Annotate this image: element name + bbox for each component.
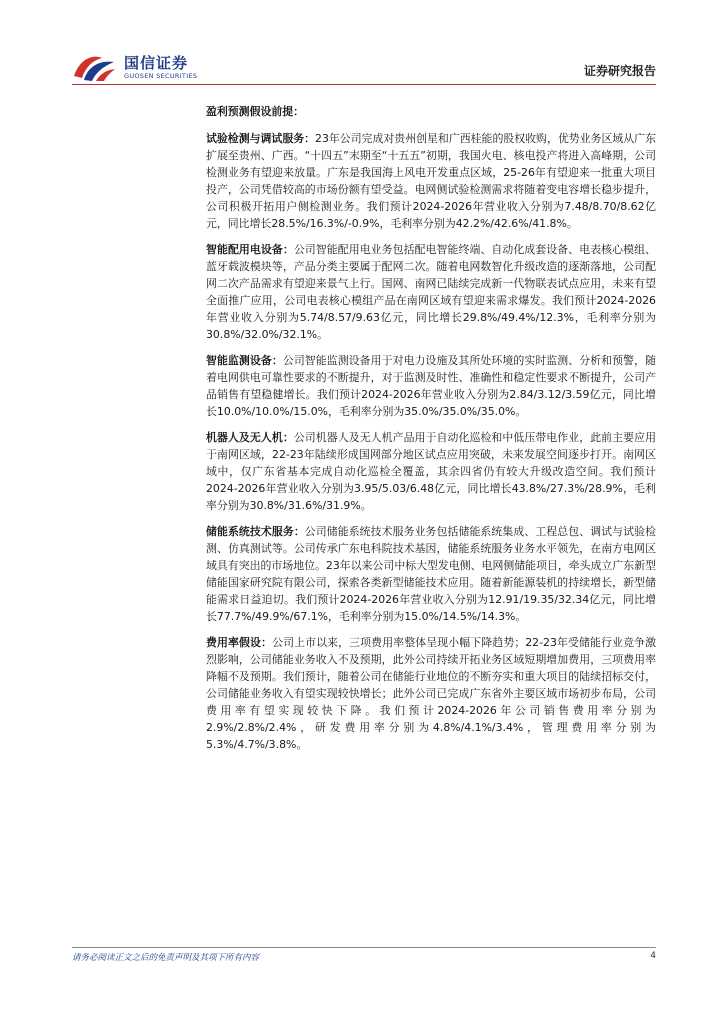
paragraph-smart-monitoring	[206, 352, 656, 420]
paragraph-lead: 智能监测设备：	[206, 354, 283, 367]
section-title: 盈利预测假设前提：	[206, 105, 305, 118]
paragraph-text: 公司机器人及无人机产品用于自动化巡检和中低压带电作业，此前主要应用于南网区域，22-23年陆续形成国网部分地区试点应用突破，未来发展空间逐步打开。南网区域中，仅广东省基本完成自动化巡检全覆盖，其余四省仍有较大升级改造空间。我们预计2024-2026年营业收入分别为3.95/5.03/6.48亿元，同比增长43.8%/27.3%/28.9%，毛利率分别为30.8%/31.6%/31.9%。	[206, 431, 656, 512]
paragraph-energy-storage	[206, 523, 656, 625]
brand-name-cn: 国信证券	[124, 54, 189, 72]
report-type-label: 证券研究报告	[583, 64, 656, 78]
paragraph-lead: 智能配用电设备：	[206, 243, 294, 256]
footer-divider	[72, 947, 656, 948]
guosen-logo-icon	[72, 52, 116, 82]
paragraph-lead: 储能系统技术服务：	[206, 525, 305, 538]
paragraph-text: 公司智能监测设备用于对电力设施及其所处环境的实时监测、分析和预警，随着电网供电可靠性要求的不断提升，对于监测及时性、准确性和稳定性要求不断提升，公司产品销售有望稳健增长。我们预计2024-2026年营业收入分别为2.84/3.12/3.59亿元，同比增长10.0%/10.0%/15.0%，毛利率分别为35.0%/35.0%/35.0%。	[206, 354, 656, 418]
page-number: 4	[650, 951, 656, 961]
paragraph-smart-distribution	[206, 241, 656, 343]
paragraph-text: 23年公司完成对贵州创星和广西桂能的股权收购，优势业务区域从广东扩展至贵州、广西。“十四五”末期至“十五五”初期，我国火电、核电投产将进入高峰期，公司检测业务有望迎来放量。广东是我国海上风电开发重点区域，25-26年有望迎来一批重大项目投产，公司凭借较高的市场份额有望受益。电网侧试验检测需求将随着变电容增长稳步提升，公司积极开拓用户侧检测业务。我们预计2024-2026年营业收入分别为7.48/8.70/8.62亿元，同比增长28.5%/16.3%/-0.9%，毛利率分别为42.2%/42.6%/41.8%。	[206, 132, 656, 230]
paragraph-expense-ratio	[206, 634, 656, 753]
paragraph-lead: 试验检测与调试服务：	[206, 132, 316, 145]
paragraph-text: 公司上市以来，三项费用率整体呈现小幅下降趋势；22-23年受储能行业竞争激烈影响，公司储能业务收入不及预期，此外公司持续开拓业务区域短期增加费用，三项费用率降幅不及预期。我们预计，随着公司在储能行业地位的不断夯实和重大项目的陆续招标交付，公司储能业务收入有望实现较快增长；此外公司已完成广东省外主要区域市场初步布局，公司费用率有望实现较快下降。我们预计2024-2026年公司销售费用率分别为2.9%/2.8%/2.4%，研发费用率分别为4.8%/4.1%/3.4%，管理费用率分别为5.3%/4.7%/3.8%。	[206, 636, 656, 751]
page-header	[0, 0, 724, 86]
report-body	[206, 103, 656, 762]
header-divider	[72, 84, 656, 85]
paragraph-robots-drones	[206, 429, 656, 514]
footer-disclaimer: 请务必阅读正文之后的免责声明及其项下所有内容	[72, 953, 260, 963]
brand-name-en: GUOSEN SECURITIES	[124, 72, 198, 80]
paragraph-lead: 机器人及无人机：	[206, 431, 294, 444]
paragraph-lead: 费用率假设：	[206, 636, 273, 649]
paragraph-text: 公司智能配用电业务包括配电智能终端、自动化成套设备、电表核心模组、蓝牙载波模块等，产品分类主要属于配网二次。随着电网数智化升级改造的逐渐落地，公司配网二次产品需求有望迎来景气上行。国网、南网已陆续完成新一代物联表试点应用，未来有望全面推广应用，公司电表核心模组产品在南网区域有望迎来需求爆发。我们预计2024-2026年营业收入分别为5.74/8.57/9.63亿元，同比增长29.8%/49.4%/12.3%，毛利率分别为30.8%/32.0%/32.1%。	[206, 243, 656, 341]
paragraph-text: 公司储能系统技术服务业务包括储能系统集成、工程总包、调试与试验检测、仿真测试等。公司传承广东电科院技术基因，储能系统服务业务水平领先，在南方电网区域具有突出的市场地位。23年以来公司中标大型发电侧、电网侧储能项目，牵头成立广东新型储能国家研究院有限公司，探索各类新型储能技术应用。随着新能源装机的持续增长，新型储能需求日益迫切。我们预计2024-2026年营业收入分别为12.91/19.35/32.34亿元，同比增长77.7%/49.9%/67.1%，毛利率分别为15.0%/14.5%/14.3%。	[206, 525, 656, 623]
paragraph-testing-services	[206, 130, 656, 232]
